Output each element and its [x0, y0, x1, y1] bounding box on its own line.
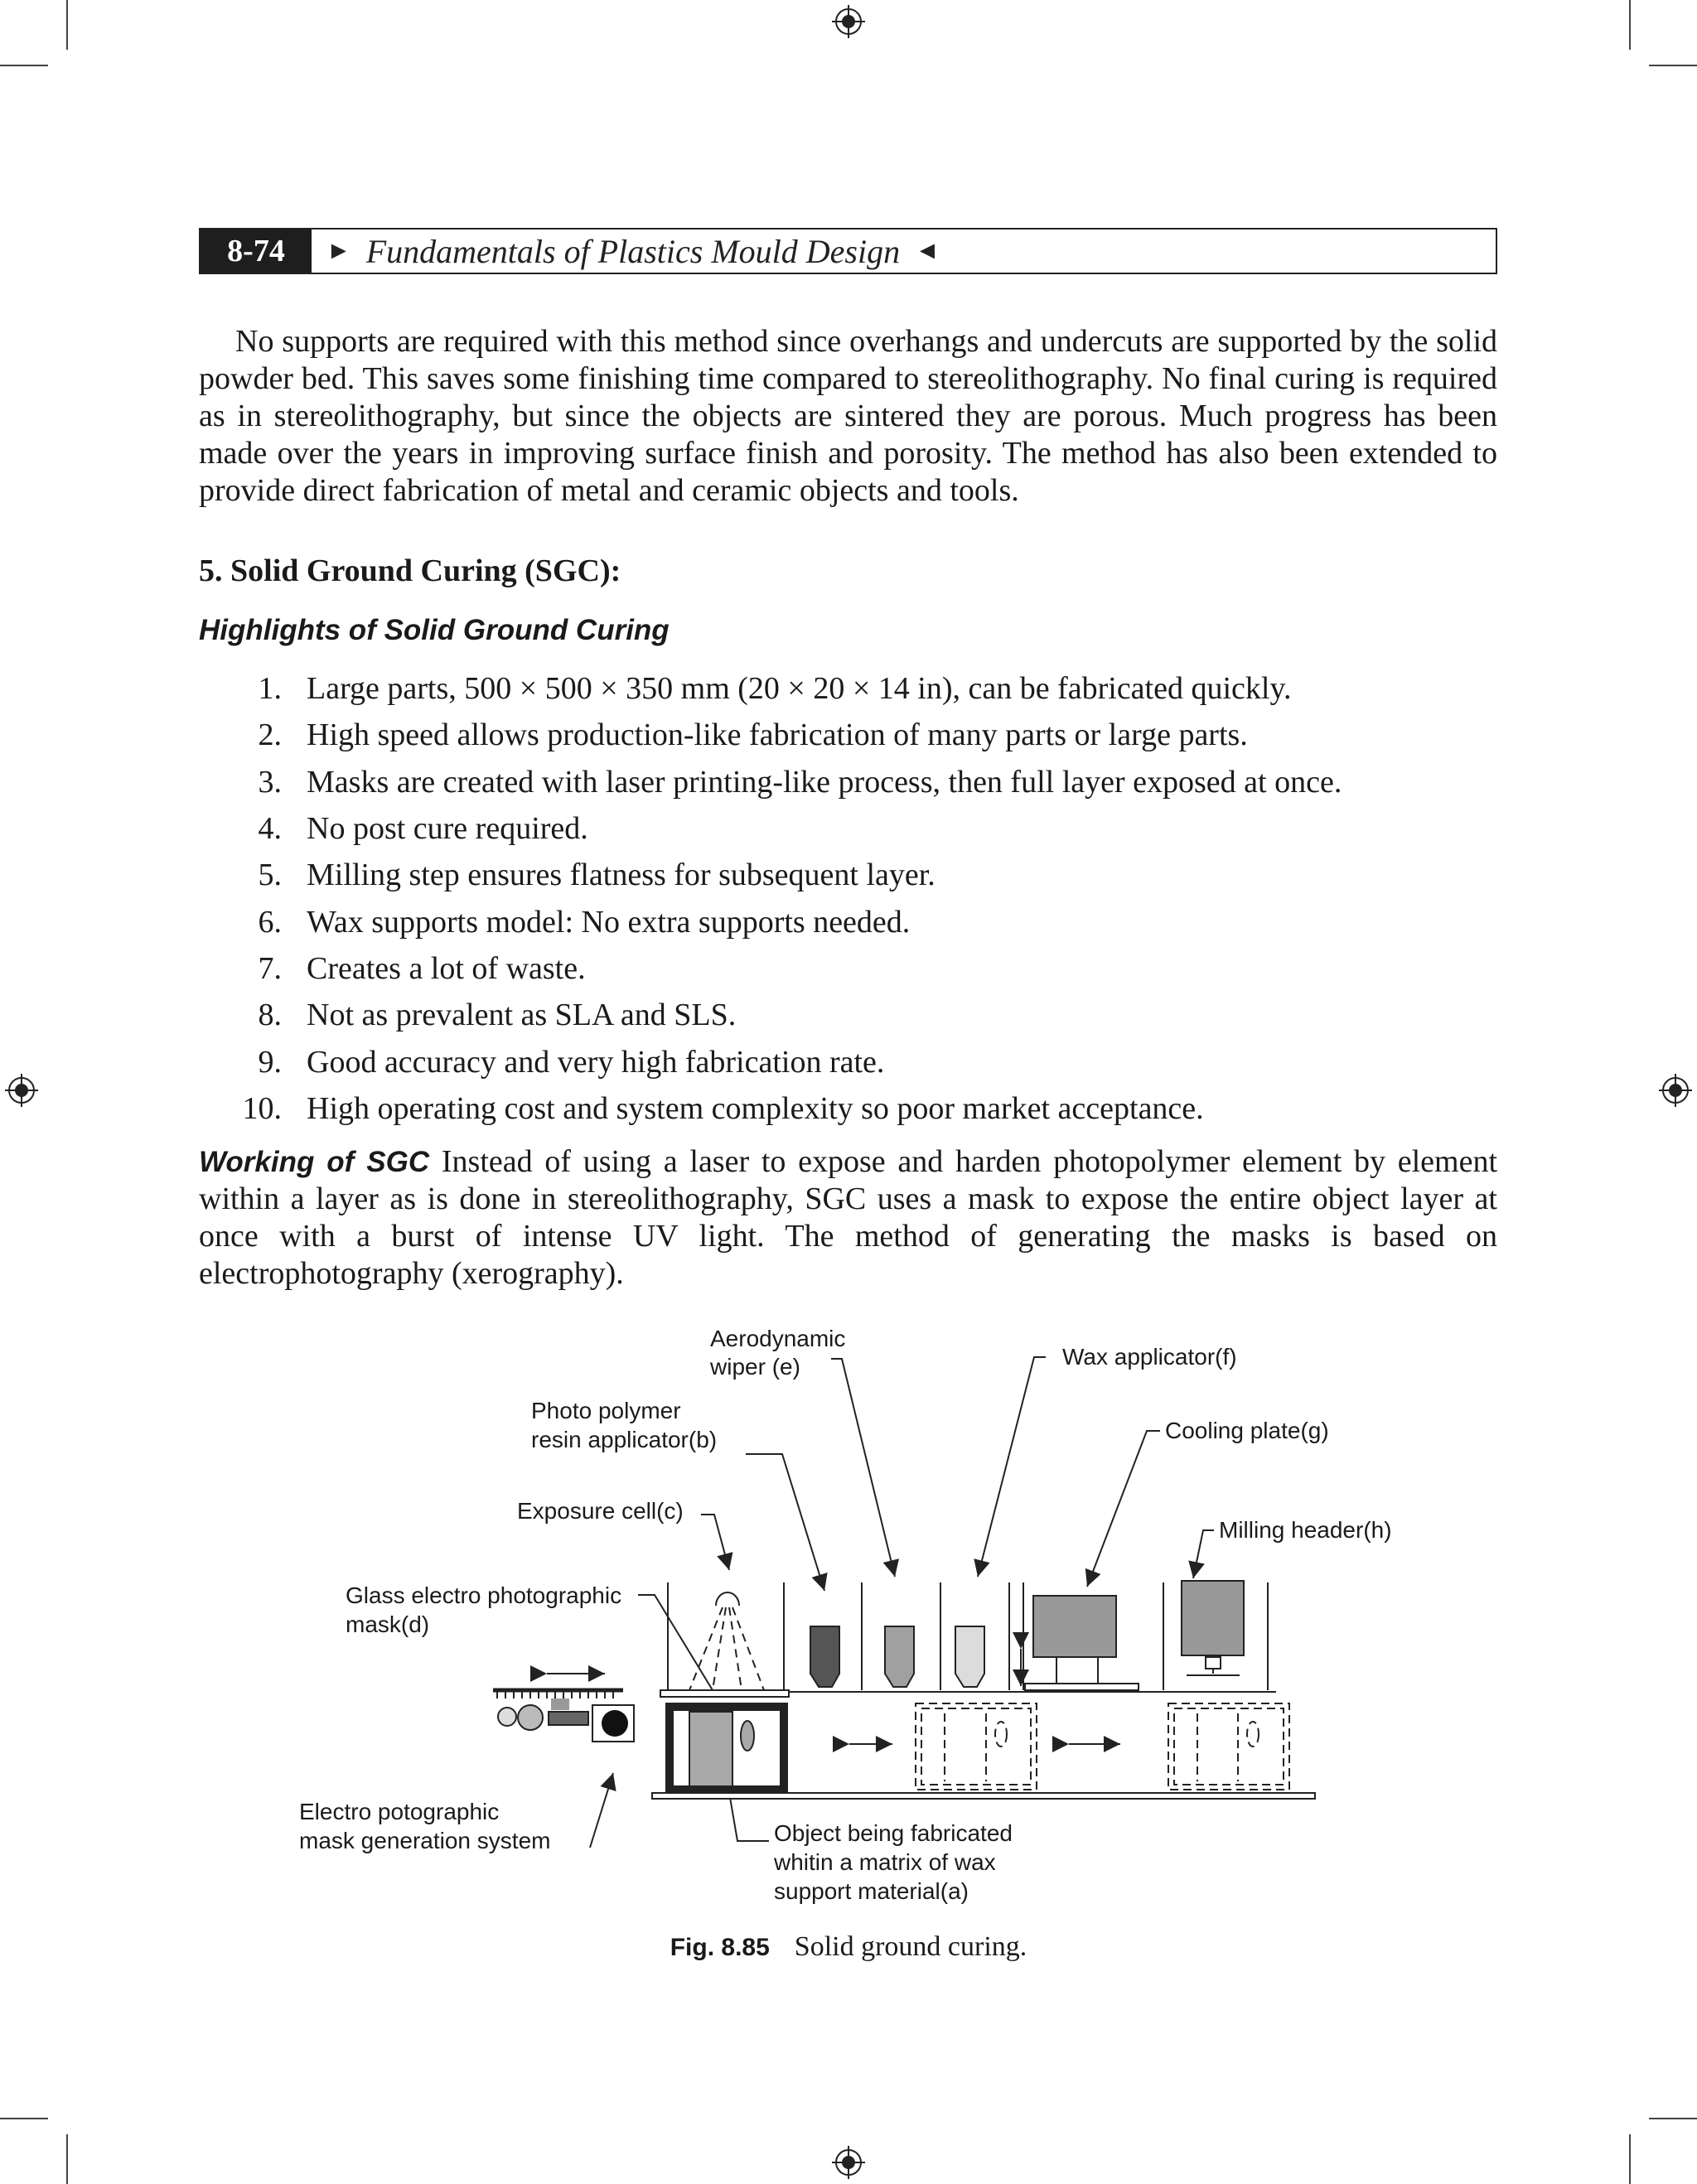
- list-number: 2.: [258, 718, 282, 753]
- list-number: 8.: [258, 998, 282, 1033]
- figure-caption: [0, 1931, 1697, 1963]
- label-mask-1: Glass electro photographic: [346, 1582, 622, 1608]
- registration-mark-icon: [1659, 1074, 1692, 1107]
- list-number: 4.: [258, 811, 282, 847]
- list-text: Good accuracy and very high fabrication rate.: [307, 1044, 885, 1080]
- list-text: Masks are created with laser printing-like process, then full layer exposed at once.: [307, 764, 1342, 800]
- book-title: Fundamentals of Plastics Mould Design: [365, 232, 901, 270]
- exposure-cell: [668, 1582, 784, 1690]
- list-number: 3.: [258, 764, 282, 800]
- list-item: [199, 1038, 1497, 1085]
- label-wax-applicator: Wax applicator(f): [1062, 1344, 1237, 1370]
- mask-generation-system: [493, 1674, 634, 1742]
- list-text: Wax supports model: No extra supports needed.: [307, 904, 911, 940]
- wiper: [885, 1626, 914, 1687]
- list-item: [199, 898, 1497, 945]
- label-resin-2: resin applicator(b): [531, 1427, 718, 1452]
- label-mask-gen-2: mask generation system: [299, 1828, 551, 1853]
- list-text: High operating cost and system complexity so poor market acceptance.: [307, 1090, 1204, 1126]
- crop-mark: [1649, 65, 1697, 66]
- label-wiper-1: Aerodynamic: [710, 1326, 846, 1351]
- intro-paragraph: No supports are required with this method since overhangs and undercuts are supported by the solid powder bed. This saves some finishing time compared to stereolithography. No final curing is required as in stereolithography, but since the objects are sintered they are porous. Much progress has been made over the years in improving surface finish and porosity. The method has also been extended to provide direct fabrication of metal and ceramic objects and tools.: [199, 324, 1497, 508]
- mask-glass-plate: [660, 1690, 789, 1697]
- cooling-plate: [1033, 1596, 1116, 1657]
- caption-text: Solid ground curing.: [794, 1931, 1027, 1962]
- object-part: [689, 1712, 732, 1786]
- list-number: 5.: [258, 858, 282, 893]
- page-number: 8-74: [201, 230, 312, 273]
- right-pointer-icon: ►: [326, 237, 351, 264]
- wax-applicator: [955, 1626, 984, 1687]
- working-text: Instead of using a laser to expose and harden photopolymer element by element within a layer as is done in stereolithography, SGC uses a mask to expose the entire object layer at once with a burst of intense UV light. The method of generating the masks is based on electrophotography (xerography).: [199, 1144, 1497, 1291]
- crop-mark: [1649, 2118, 1697, 2119]
- list-text: Not as prevalent as SLA and SLS.: [307, 998, 737, 1033]
- list-item: [199, 1085, 1497, 1132]
- label-milling-header: Milling header(h): [1219, 1517, 1392, 1543]
- label-wiper-2: wiper (e): [710, 1354, 800, 1379]
- label-cooling-plate: Cooling plate(g): [1165, 1418, 1329, 1443]
- crop-mark: [0, 65, 48, 66]
- uv-lamp-icon: [716, 1592, 739, 1606]
- label-mask-gen-1: Electro potographic: [299, 1799, 500, 1824]
- list-number: 9.: [258, 1044, 282, 1080]
- list-item: [199, 805, 1497, 852]
- list-number: 10.: [242, 1090, 282, 1126]
- applicator-stations: [784, 1581, 1268, 1690]
- label-exposure-cell: Exposure cell(c): [517, 1498, 684, 1524]
- highlights-heading: Highlights of Solid Ground Curing: [199, 614, 670, 646]
- base-rail: [652, 1793, 1315, 1799]
- crop-mark: [1629, 0, 1631, 50]
- leader-lines: [590, 1357, 1214, 1848]
- caption-number: Fig. 8.85: [670, 1934, 770, 1961]
- crop-mark: [66, 2134, 68, 2184]
- label-object-2: whitin a matrix of wax: [774, 1849, 996, 1875]
- crop-mark: [66, 0, 68, 50]
- running-header: [199, 228, 1497, 274]
- working-run-in: Working of SGC: [199, 1146, 430, 1178]
- list-item: [199, 759, 1497, 805]
- registration-mark-icon: [832, 2146, 865, 2179]
- list-number: 6.: [258, 904, 282, 940]
- label-resin-1: Photo polymer: [531, 1398, 681, 1423]
- fabrication-cell: [670, 1707, 784, 1790]
- section-heading: 5. Solid Ground Curing (SGC):: [199, 553, 621, 588]
- list-number: 1.: [258, 671, 282, 707]
- list-item: [199, 945, 1497, 992]
- list-text: No post cure required.: [307, 811, 588, 847]
- crop-mark: [1629, 2134, 1631, 2184]
- list-item: [199, 665, 1497, 712]
- list-item: [199, 712, 1497, 758]
- list-item: [199, 852, 1497, 898]
- crop-mark: [0, 2118, 48, 2119]
- milling-header: [1182, 1581, 1244, 1655]
- registration-mark-icon: [5, 1074, 38, 1107]
- list-text: Milling step ensures flatness for subsequent layer.: [307, 858, 936, 893]
- left-pointer-icon: ◄: [915, 237, 940, 264]
- list-text: Large parts, 500 × 500 × 350 mm (20 × 20 × 14 in), can be fabricated quickly.: [307, 671, 1292, 707]
- registration-mark-icon: [832, 5, 865, 38]
- highlights-list: [199, 665, 1497, 1132]
- label-object-3: support material(a): [774, 1878, 969, 1904]
- list-text: Creates a lot of waste.: [307, 950, 586, 986]
- resin-applicator: [810, 1626, 839, 1687]
- working-paragraph: [199, 1143, 1497, 1293]
- list-item: [199, 992, 1497, 1038]
- label-mask-2: mask(d): [346, 1611, 430, 1637]
- list-text: High speed allows production-like fabrication of many parts or large parts.: [307, 718, 1248, 753]
- list-number: 7.: [258, 950, 282, 986]
- label-object-1: Object being fabricated: [774, 1820, 1013, 1846]
- dashed-workpieces: [916, 1703, 1289, 1790]
